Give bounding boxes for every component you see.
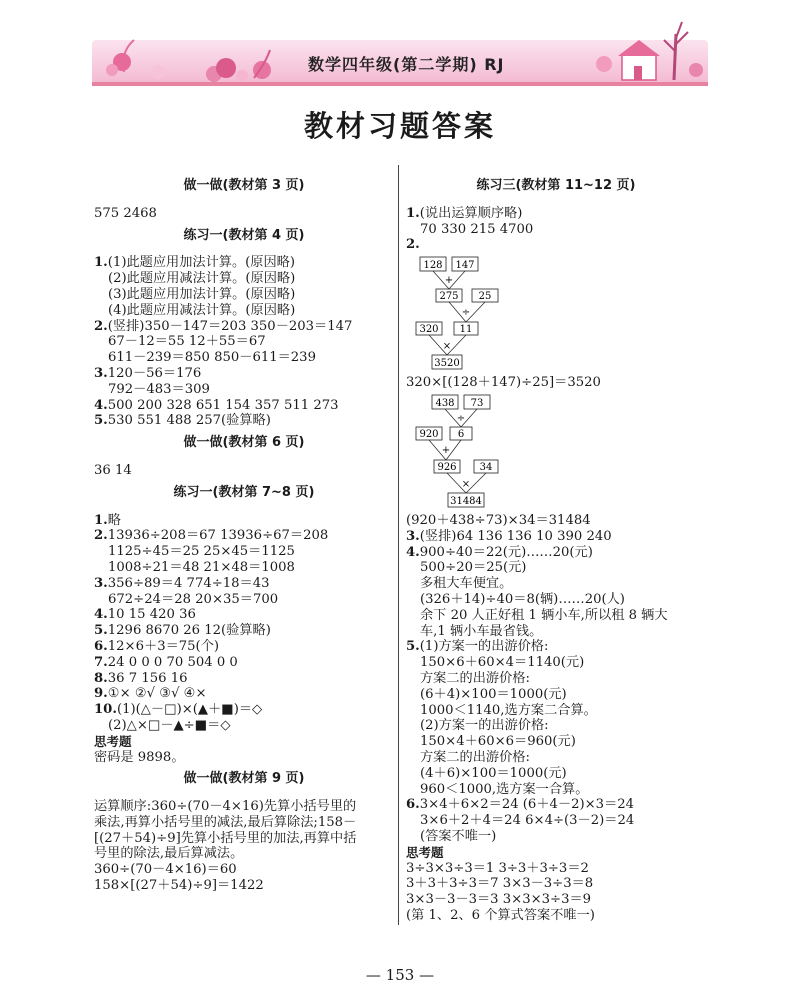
tree2-d: 6 xyxy=(457,428,465,440)
answer-line xyxy=(406,797,706,813)
answer-text: 150×4＋60×6＝960(元) xyxy=(420,734,576,750)
tree2-e: 926 xyxy=(437,461,457,473)
page-number: — 153 — xyxy=(365,966,435,984)
tree1-c: 275 xyxy=(439,291,459,303)
answer-text: 672÷24＝28 20×35＝700 xyxy=(108,591,279,607)
tree2-c: 920 xyxy=(419,428,439,440)
answer-text: ①× ②√ ③√ ④× xyxy=(107,686,207,702)
answer-text: 方案二的出游价格: xyxy=(420,670,530,686)
answer-text: 号里的除法,最后算减法。 xyxy=(94,846,244,862)
answer-line xyxy=(94,560,394,576)
question-number: 5. xyxy=(94,623,108,639)
answer-line xyxy=(406,624,706,640)
tree1-d: 25 xyxy=(478,291,492,303)
answer-text: (说出运算顺序略) xyxy=(419,205,523,221)
house-tree-decoration-right xyxy=(592,14,708,84)
answer-line xyxy=(406,829,706,845)
answer-line xyxy=(406,576,706,592)
question-number: 1. xyxy=(94,512,108,528)
tree2-g: 31484 xyxy=(450,495,482,507)
answer-text: 运算顺序:360÷(70－4×16)先算小括号里的 xyxy=(94,799,357,815)
answer-text: (第 1、2、6 个算式答案不唯一) xyxy=(406,907,595,923)
section-heading: 做一做(教材第 6 页) xyxy=(183,435,305,451)
answer-line xyxy=(406,671,706,687)
answer-line xyxy=(406,766,706,782)
answer-line xyxy=(406,734,706,750)
question-number: 4. xyxy=(94,397,108,413)
tree2-b: 73 xyxy=(470,397,484,409)
question-number: 9. xyxy=(94,686,108,702)
answer-text: 67－12＝55 12＋55＝67 xyxy=(108,334,266,350)
section-heading: 练习三(教材第 11~12 页) xyxy=(476,178,636,193)
answer-line xyxy=(94,655,394,671)
answer-line xyxy=(406,908,706,924)
tree1-op2: ÷ xyxy=(461,307,471,319)
answer-line xyxy=(94,686,394,702)
calculation-tree-2 xyxy=(414,393,524,511)
answer-line xyxy=(94,623,394,639)
answer-line xyxy=(406,813,706,829)
answer-line xyxy=(94,413,394,429)
question-number: 2. xyxy=(406,237,420,253)
answer-text: 1008÷21＝48 21×48＝1008 xyxy=(108,559,295,575)
answer-line xyxy=(94,750,394,766)
answer-text: 3×3－3－3＝3 3×3×3÷3＝9 xyxy=(406,892,592,908)
answer-text: 158×[(27＋54)÷9]＝1422 xyxy=(94,878,264,894)
section-heading: 做一做(教材第 3 页) xyxy=(183,178,305,193)
answer-text: 1296 8670 26 12(验算略) xyxy=(107,623,271,639)
answer-line xyxy=(94,846,394,862)
right-column xyxy=(406,172,706,924)
column-divider xyxy=(398,165,399,925)
answer-line xyxy=(94,398,394,414)
answer-line xyxy=(94,513,394,529)
answer-line xyxy=(406,237,706,253)
answer-line xyxy=(94,334,394,350)
question-number: 6. xyxy=(94,638,108,654)
answer-text: (326＋14)÷40＝8(辆)……20(人) xyxy=(420,591,625,607)
answer-line xyxy=(406,639,706,655)
answer-text: (4＋6)×100＝1000(元) xyxy=(420,765,567,781)
answer-line xyxy=(94,271,394,287)
answer-line xyxy=(94,319,394,335)
question-number: 6. xyxy=(406,797,420,813)
question-number: 4. xyxy=(94,607,108,623)
answer-text: (竖排)350－147＝203 350－203＝147 xyxy=(107,318,353,334)
question-number: 10. xyxy=(94,702,117,718)
answer-text: 530 551 488 257(验算略) xyxy=(107,413,271,429)
answer-line xyxy=(94,350,394,366)
section-heading: 练习一(教材第 4 页) xyxy=(183,227,305,243)
answer-text: 792－483＝309 xyxy=(108,381,210,397)
answer-text: 12×6＋3＝75(个) xyxy=(107,638,220,654)
answer-line xyxy=(406,206,706,222)
answer-text: 1000＜1140,选方案二合算。 xyxy=(420,702,597,718)
section-heading: 练习一(教材第 7~8 页) xyxy=(173,484,315,500)
answer-text: 150×6＋60×4＝1140(元) xyxy=(420,655,585,671)
left-column xyxy=(94,172,394,894)
answer-line xyxy=(406,687,706,703)
think-heading: 思考题 xyxy=(406,844,444,860)
answer-text: 3×4＋6×2＝24 (6＋4－2)×3＝24 xyxy=(419,797,635,813)
answer-text: (1)此题应用加法计算。(原因略) xyxy=(107,255,296,271)
page-header xyxy=(92,14,708,86)
calculation-tree-1 xyxy=(414,255,524,373)
question-number: 8. xyxy=(94,670,108,686)
answer-line xyxy=(94,366,394,382)
answer-text: 24 0 0 0 70 504 0 0 xyxy=(107,654,238,670)
equation-1: 320×[(128＋147)÷25]＝3520 xyxy=(406,375,601,391)
answer-line xyxy=(94,544,394,560)
answer-line xyxy=(94,718,394,734)
answer-text: 方案二的出游价格: xyxy=(420,749,530,765)
answer-text: 960＜1000,选方案一合算。 xyxy=(420,781,589,797)
answer-text: 120－56＝176 xyxy=(107,365,202,381)
tree1-e: 320 xyxy=(419,324,439,336)
answer-text: (1)方案一的出游价格: xyxy=(419,639,549,655)
answer-text: (2)方案一的出游价格: xyxy=(420,718,549,734)
answer-line xyxy=(406,560,706,576)
question-number: 1. xyxy=(94,255,108,271)
question-number: 3. xyxy=(406,528,420,544)
equation-2: (920＋438÷73)×34＝31484 xyxy=(406,512,591,528)
answer-line xyxy=(94,255,394,271)
answer-line xyxy=(94,592,394,608)
answer-text: 多租大车便宜。 xyxy=(420,576,513,592)
answer-line xyxy=(94,576,394,592)
answer-text: 1125÷45＝25 25×45＝1125 xyxy=(108,544,295,560)
answer-line xyxy=(406,892,706,908)
answer-text: 500÷20＝25(元) xyxy=(420,560,527,576)
question-number: 3. xyxy=(94,365,108,381)
answer-text: 70 330 215 4700 xyxy=(420,221,534,237)
answer-text: 360÷(70－4×16)＝60 xyxy=(94,862,237,878)
answer-text: (4)此题应用减法计算。(原因略) xyxy=(108,302,296,318)
answer-line xyxy=(94,862,394,878)
answer-line xyxy=(94,799,394,815)
tree2-op1: ÷ xyxy=(456,412,466,424)
answer-text: [(27＋54)÷9]先算小括号里的加法,再算中括 xyxy=(94,830,357,846)
tree1-a: 128 xyxy=(423,260,443,272)
answer-line xyxy=(94,463,394,479)
answer-text: 36 7 156 16 xyxy=(107,670,188,686)
question-number: 5. xyxy=(406,639,420,655)
tree2-f: 34 xyxy=(479,461,493,473)
answer-text: 36 14 xyxy=(94,462,132,478)
answer-line xyxy=(406,718,706,734)
answer-line xyxy=(406,703,706,719)
answer-line xyxy=(406,750,706,766)
answer-line xyxy=(406,655,706,671)
answer-text: 356÷89＝4 774÷18＝43 xyxy=(107,575,270,591)
flower-decoration-left xyxy=(94,32,274,84)
answer-text: (6＋4)×100＝1000(元) xyxy=(420,686,567,702)
answer-line xyxy=(406,592,706,608)
page-title: 教材习题答案 xyxy=(303,109,496,143)
answer-line xyxy=(94,528,394,544)
tree2-a: 438 xyxy=(435,397,455,409)
answer-line xyxy=(406,529,706,545)
question-number: 4. xyxy=(406,544,420,560)
answer-line xyxy=(94,287,394,303)
answer-text: 密码是 9898。 xyxy=(94,749,185,765)
answer-text: 3＋3＋3÷3＝7 3×3－3÷3＝8 xyxy=(406,876,594,892)
answer-text: 车,1 辆小车最省钱。 xyxy=(420,623,543,639)
tree1-g: 3520 xyxy=(434,358,460,370)
answer-line xyxy=(94,671,394,687)
question-number: 2. xyxy=(94,528,108,544)
question-number: 1. xyxy=(406,205,420,221)
right-column-top xyxy=(406,178,706,253)
answer-text: 611－239＝850 850－611＝239 xyxy=(108,350,316,366)
question-number: 2. xyxy=(94,318,108,334)
answer-line xyxy=(94,206,394,222)
answer-line xyxy=(94,878,394,894)
answer-text: 3×6＋2＋4＝24 6×4÷(3－2)＝24 xyxy=(420,813,635,829)
answer-text: 乘法,再算小括号里的减法,最后算除法;158－ xyxy=(94,814,357,830)
answer-text: (1)(△－□)×(▲＋■)＝◇ xyxy=(116,702,263,718)
answer-line xyxy=(406,545,706,561)
tree1-op1: + xyxy=(444,275,454,287)
header-title: 数学四年级(第二学期) RJ xyxy=(308,55,505,74)
question-number: 3. xyxy=(94,575,108,591)
answer-line xyxy=(94,702,394,718)
answer-line xyxy=(94,303,394,319)
answer-line xyxy=(94,831,394,847)
answer-line xyxy=(406,782,706,798)
tree1-b: 147 xyxy=(455,260,475,272)
answer-text: (竖排)64 136 136 10 390 240 xyxy=(419,528,612,544)
answer-line xyxy=(406,608,706,624)
question-number: 5. xyxy=(94,413,108,429)
answer-line xyxy=(94,639,394,655)
question-number: 7. xyxy=(94,654,108,670)
answer-text: 3÷3×3÷3＝1 3÷3＋3÷3＝2 xyxy=(406,860,589,876)
answer-line xyxy=(94,382,394,398)
answer-line xyxy=(94,607,394,623)
right-column-bottom xyxy=(406,529,706,924)
answer-line xyxy=(406,222,706,238)
section-heading: 做一做(教材第 9 页) xyxy=(183,771,305,787)
answer-line xyxy=(94,815,394,831)
answer-line xyxy=(406,861,706,877)
answer-text: 13936÷208＝67 13936÷67＝208 xyxy=(107,528,329,544)
answer-text: 略 xyxy=(107,512,121,528)
tree2-op3: × xyxy=(461,478,471,490)
answer-text: 余下 20 人正好租 1 辆小车,所以租 8 辆大 xyxy=(420,607,668,623)
answer-text: 900÷40＝22(元)……20(元) xyxy=(419,544,593,560)
answer-text: 575 2468 xyxy=(94,205,157,221)
tree2-op2: + xyxy=(441,444,451,456)
answer-text: (2)△×□－▲÷■＝◇ xyxy=(108,717,231,733)
think-heading: 思考题 xyxy=(94,733,132,749)
answer-text: 10 15 420 36 xyxy=(107,607,196,623)
tree1-f: 11 xyxy=(459,324,473,336)
answer-line xyxy=(406,876,706,892)
answer-text: (2)此题应用减法计算。(原因略) xyxy=(108,271,296,287)
answer-text: (答案不唯一) xyxy=(420,828,497,844)
answer-text: (3)此题应用加法计算。(原因略) xyxy=(108,286,296,302)
answer-text: 500 200 328 651 154 357 511 273 xyxy=(107,397,339,413)
tree1-op3: × xyxy=(442,341,452,353)
